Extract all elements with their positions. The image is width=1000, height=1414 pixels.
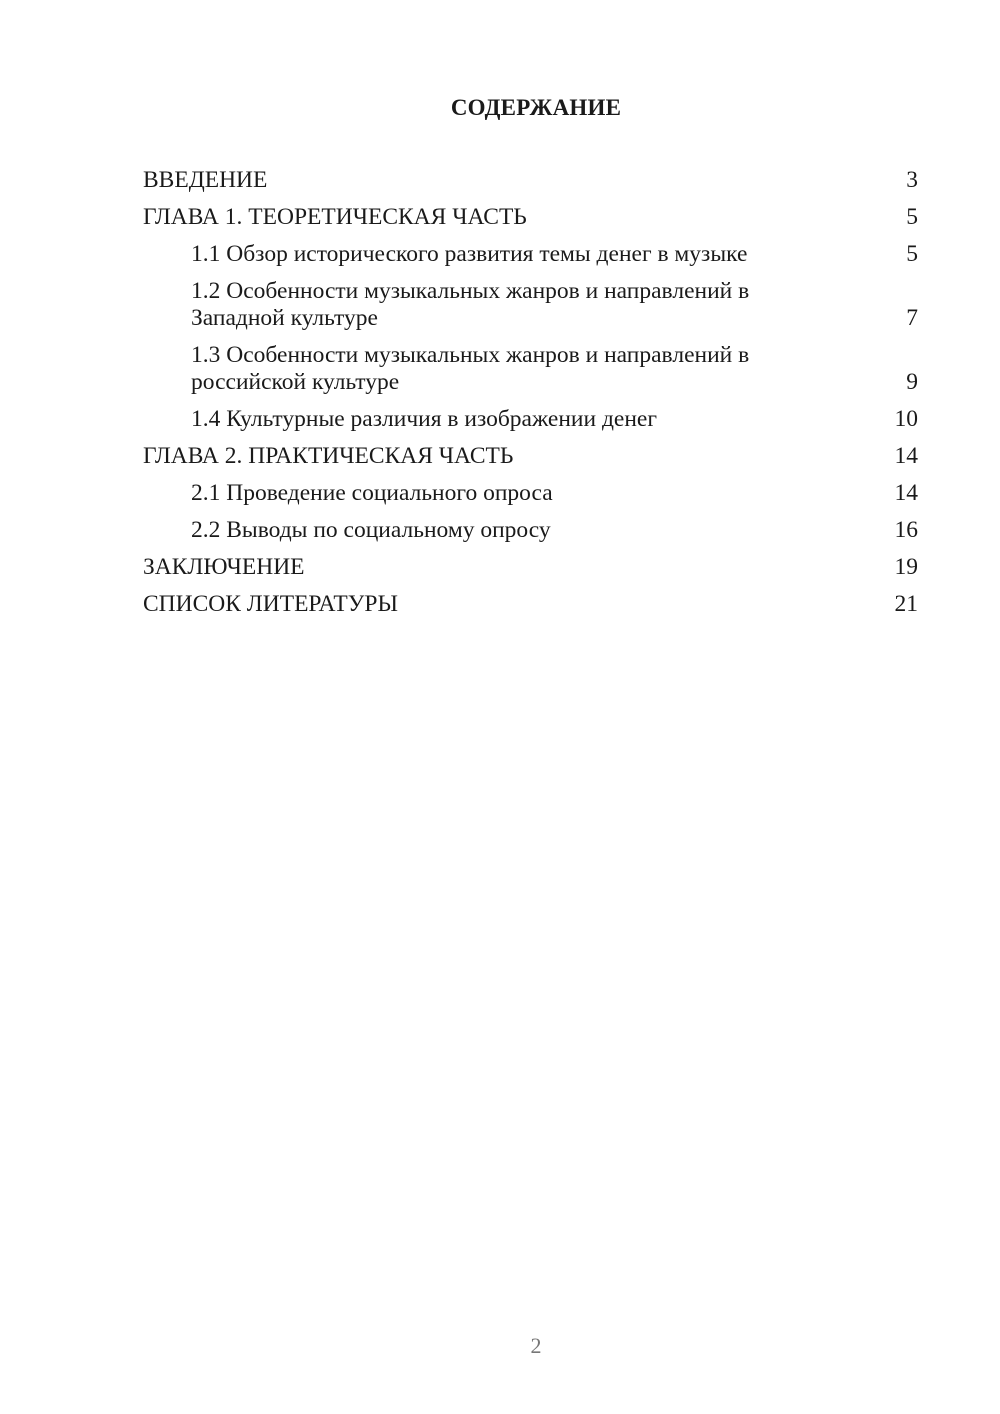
toc-entry-page: 9 xyxy=(906,369,918,395)
toc-entry-page: 3 xyxy=(906,167,918,193)
toc-entry-text: СПИСОК ЛИТЕРАТУРЫ xyxy=(143,591,398,617)
toc-entry-text: 1.3 Особенности музыкальных жанров и направлений в российской культуре xyxy=(191,342,750,395)
toc-entry-text: 1.2 Особенности музыкальных жанров и направлений в Западной культуре xyxy=(191,278,750,331)
toc-entry-page: 10 xyxy=(894,406,918,432)
toc-entry-section-2-2[interactable] xyxy=(143,517,918,544)
toc-entry-text: 2.2 Выводы по социальному опросу xyxy=(191,517,551,543)
toc-entry-section-1-4[interactable] xyxy=(143,406,918,433)
toc-entry-section-2-1[interactable] xyxy=(143,480,918,507)
toc-entry-conclusion[interactable] xyxy=(143,554,918,581)
page-title: СОДЕРЖАНИЕ xyxy=(450,95,622,120)
toc-entry-page: 7 xyxy=(906,305,918,331)
toc-entry-text: 1.4 Культурные различия в изображении денег xyxy=(191,406,657,432)
toc-entry-page: 5 xyxy=(906,241,918,267)
toc-entry-page: 5 xyxy=(906,204,918,230)
toc-entry-section-1-3[interactable] xyxy=(143,342,918,396)
toc-entry-section-1-2[interactable] xyxy=(143,278,918,332)
toc-entry-text: ВВЕДЕНИЕ xyxy=(143,167,268,193)
toc-entry-text: ГЛАВА 1. ТЕОРЕТИЧЕСКАЯ ЧАСТЬ xyxy=(143,204,527,230)
toc-entry-text: 1.1 Обзор исторического развития темы денег в музыке xyxy=(191,241,748,267)
toc-entry-page: 21 xyxy=(894,591,918,617)
toc-entry-text: ЗАКЛЮЧЕНИЕ xyxy=(143,554,305,580)
toc-entry-section-1-1[interactable] xyxy=(143,241,918,268)
toc-entry-page: 16 xyxy=(894,517,918,543)
toc-entry-page: 14 xyxy=(894,480,918,506)
toc-entry-text: 2.1 Проведение социального опроса xyxy=(191,480,553,506)
toc-entry-page: 19 xyxy=(894,554,918,580)
page-number: 2 xyxy=(530,1333,542,1358)
toc-entry-introduction[interactable] xyxy=(143,167,918,194)
table-of-contents xyxy=(143,167,918,628)
toc-entry-chapter-2[interactable] xyxy=(143,443,918,470)
toc-entry-text: ГЛАВА 2. ПРАКТИЧЕСКАЯ ЧАСТЬ xyxy=(143,443,514,469)
toc-entry-chapter-1[interactable] xyxy=(143,204,918,231)
toc-entry-page: 14 xyxy=(894,443,918,469)
toc-entry-references[interactable] xyxy=(143,591,918,618)
